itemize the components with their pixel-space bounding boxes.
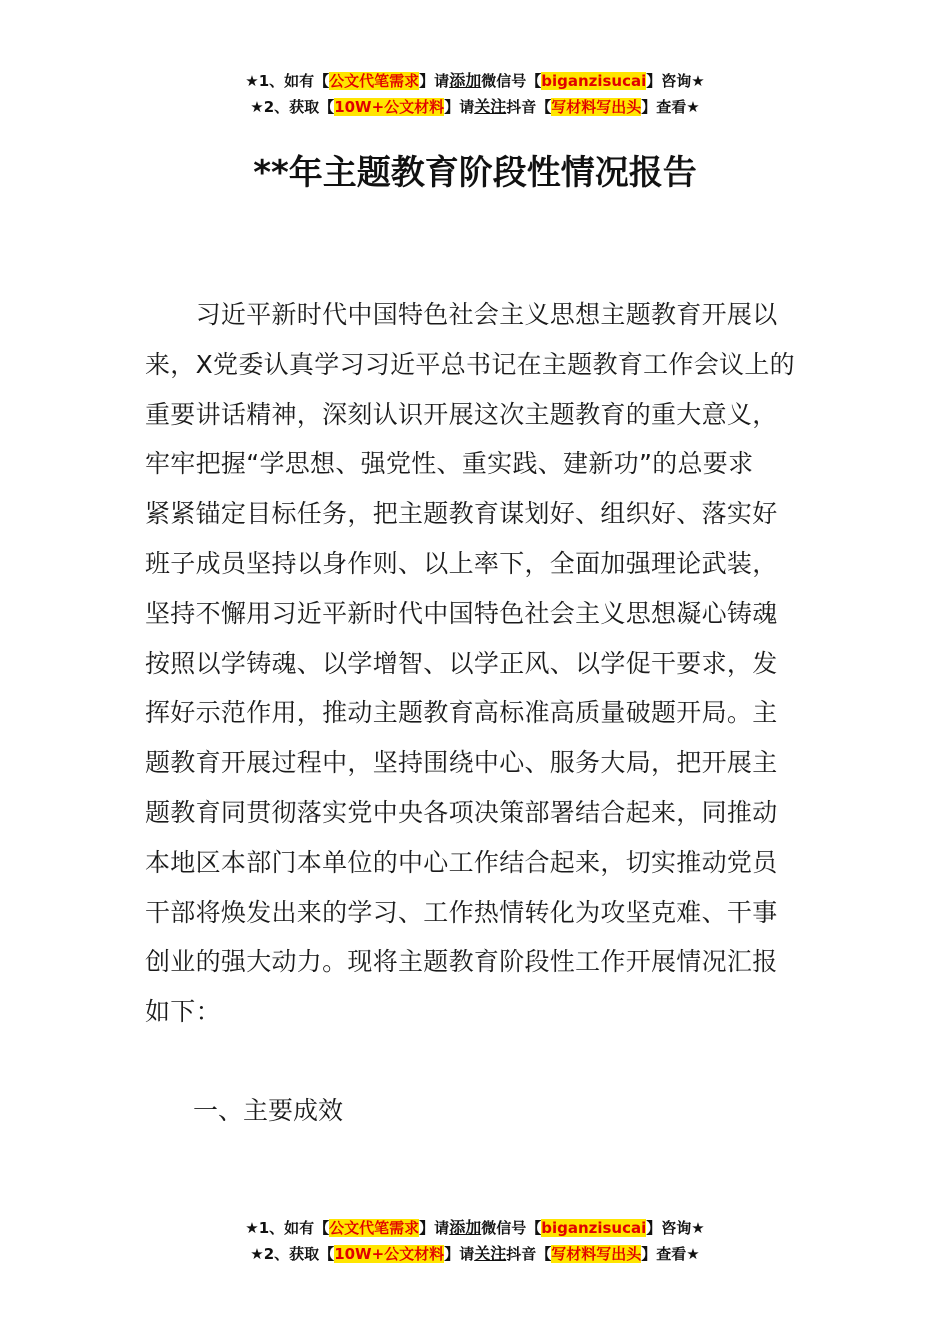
banner-highlight: 10W+公文材料 [334, 98, 445, 116]
banner-text: 】请 [444, 98, 475, 116]
banner-highlight: 公文代笔需求 [329, 72, 420, 90]
banner-text: 】请 [419, 1219, 450, 1237]
body-line: 本地区本部门本单位的中心工作结合起来，切实推动党员 [145, 847, 778, 877]
banner-text: 】咨询★ [646, 1219, 705, 1237]
body-line: 创业的强大动力。现将主题教育阶段性工作开展情况汇报 [145, 947, 778, 977]
body-line: 题教育同贯彻落实党中央各项决策部署结合起来，同推动 [145, 797, 778, 827]
header-banner [0, 68, 950, 120]
body-line: 习近平新时代中国特色社会主义思想主题教育开展以 [145, 300, 778, 329]
body-line: 干部将焕发出来的学习、工作热情转化为攻坚克难、干事 [145, 897, 778, 927]
banner-underline: 关注 [474, 97, 507, 116]
banner-text: ★1、如有【 [245, 1219, 330, 1237]
banner-line-2 [0, 1241, 950, 1267]
body-line: 来，X党委认真学习习近平总书记在主题教育工作会议上的 [145, 349, 795, 379]
body-line: 牢牢把握“学思想、强党性、重实践、建新功”的总要求 [145, 449, 754, 479]
banner-line-1 [0, 68, 950, 94]
banner-highlight: biganzisucai [541, 72, 647, 90]
body-line: 紧紧锚定目标任务，把主题教育谋划好、组织好、落实好 [145, 499, 778, 529]
banner-text: 】请 [444, 1245, 475, 1263]
body-line: 坚持不懈用习近平新时代中国特色社会主义思想凝心铸魂 [145, 598, 778, 628]
banner-highlight: 写材料写出头 [551, 98, 642, 116]
banner-highlight: 公文代笔需求 [329, 1219, 420, 1237]
banner-highlight: biganzisucai [541, 1219, 647, 1237]
document-body [145, 290, 810, 1037]
banner-text: 微信号【 [481, 72, 542, 90]
banner-highlight: 写材料写出头 [551, 1245, 642, 1263]
banner-line-1 [0, 1215, 950, 1241]
footer-banner [0, 1215, 950, 1267]
banner-line-2 [0, 94, 950, 120]
banner-text: 微信号【 [481, 1219, 542, 1237]
body-line: 班子成员坚持以身作则、以上率下，全面加强理论武装， [145, 548, 778, 578]
document-title: **年主题教育阶段性情况报告 [253, 153, 697, 193]
banner-text: ★2、获取【 [250, 98, 335, 116]
banner-text: 】查看★ [641, 98, 700, 116]
body-line: 如下： [145, 997, 221, 1027]
body-line: 题教育开展过程中，坚持围绕中心、服务大局，把开展主 [145, 748, 778, 778]
body-line: 挥好示范作用，推动主题教育高标准高质量破题开局。主 [145, 698, 778, 728]
banner-text: 抖音【 [506, 1245, 552, 1263]
banner-text: 】咨询★ [646, 72, 705, 90]
banner-text: 】查看★ [641, 1245, 700, 1263]
banner-text: 】请 [419, 72, 450, 90]
banner-underline: 添加 [449, 71, 482, 90]
banner-highlight: 10W+公文材料 [334, 1245, 445, 1263]
banner-underline: 关注 [474, 1244, 507, 1263]
banner-underline: 添加 [449, 1218, 482, 1237]
banner-text: ★1、如有【 [245, 72, 330, 90]
banner-text: ★2、获取【 [250, 1245, 335, 1263]
body-line: 按照以学铸魂、以学增智、以学正风、以学促干要求，发 [145, 648, 778, 678]
banner-text: 抖音【 [506, 98, 552, 116]
body-line: 重要讲话精神，深刻认识开展这次主题教育的重大意义， [145, 399, 778, 429]
section-heading: 一、主要成效 [193, 1096, 344, 1125]
